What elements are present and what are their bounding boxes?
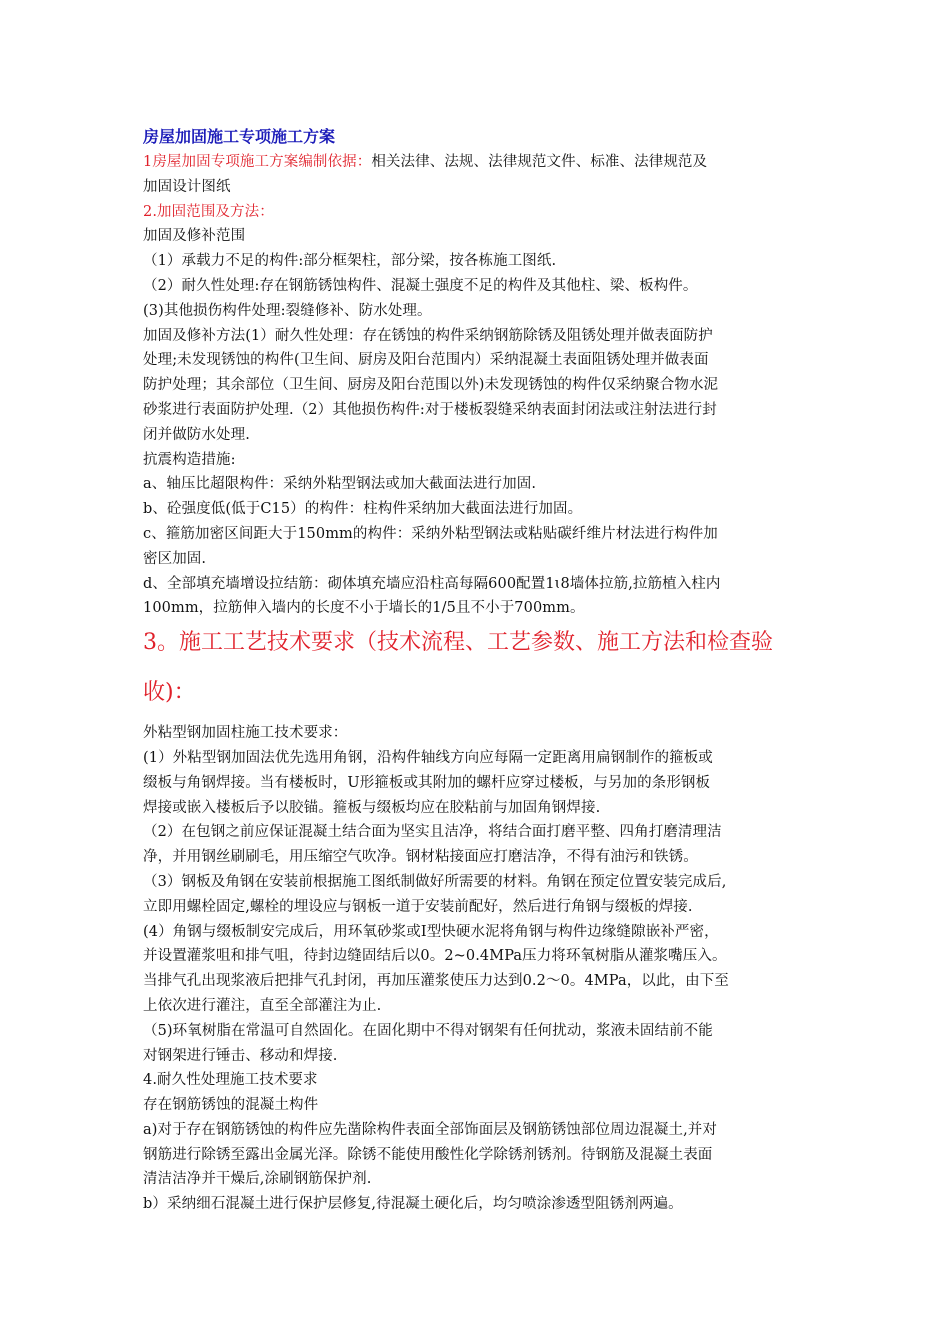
section-1-line-1	[143, 150, 813, 175]
section-1-text: 相关法律、法规、法律规范文件、标准、法律规范及	[371, 154, 708, 170]
paragraph-line: (4）角钢与缀板制安完成后，用环氧砂浆或I型快硬水泥将角钢与构件边缘缝隙嵌补严密，	[143, 923, 719, 940]
paragraph-line: 当排气孔出现浆液后把排气孔封闭，再加压灌浆使压力达到0.2～0。4MPa，以此，由下至	[143, 973, 729, 990]
section-2-heading: 2.加固范围及方法：	[143, 203, 274, 220]
paragraph-line: 立即用螺栓固定,螺栓的埋设应与钢板一道于安装前配好，然后进行角钢与缀板的焊接.	[143, 898, 693, 915]
paragraph-line: 钢筋进行除锈至露出金属光泽。除锈不能使用酸性化学除锈剂锈剂。待钢筋及混凝土表面	[143, 1146, 713, 1163]
paragraph-line: 砂浆进行表面防护处理.（2）其他损伤构件:对于楼板裂缝采纳表面封闭法或注射法进行封	[143, 401, 717, 418]
paragraph-line: 缀板与角钢焊接。当有楼板时，U形箍板或其附加的螺杆应穿过楼板，与另加的条形钢板	[143, 774, 711, 791]
paragraph-line: 闭并做防水处理.	[143, 426, 250, 443]
paragraph-line: 净，并用钢丝刷刷毛，用压缩空气吹净。钢材粘接面应打磨洁净，不得有油污和铁锈。	[143, 849, 698, 866]
paragraph-line: 对钢架进行锤击、移动和焊接.	[143, 1047, 338, 1064]
paragraph-line: a)对于存在钢筋锈蚀的构件应先凿除构件表面全部饰面层及钢筋锈蚀部位周边混凝土,并对	[143, 1121, 718, 1138]
paragraph-line: （1）承载力不足的构件:部分框架柱，部分梁，按各栋施工图纸.	[143, 253, 557, 270]
paragraph-line: 加固及修补方法(1）耐久性处理：存在锈蚀的构件采纳钢筋除锈及阻锈处理并做表面防护	[143, 327, 713, 344]
paragraph-line: 防护处理；其余部位（卫生间、厨房及阳台范围以外)未发现锈蚀的构件仅采纳聚合物水泥	[143, 377, 719, 394]
section-1-line-2: 加固设计图纸	[143, 178, 231, 195]
section-4-heading: 4.耐久性处理施工技术要求	[143, 1072, 318, 1089]
paragraph-line: d、全部填充墙增设拉结筋：砌体填充墙应沿柱高每隔600配置1ɩ8墙体拉筋,拉筋植入柱内	[143, 575, 721, 592]
paragraph-line: 上依次进行灌注，直至全部灌注为止.	[143, 997, 382, 1014]
section-3-heading-line-2: 收)：	[143, 680, 196, 706]
paragraph-line: 存在钢筋锈蚀的混凝土构件	[143, 1097, 319, 1114]
document-title: 房屋加固施工专项施工方案	[143, 127, 336, 146]
paragraph-line: 并设置灌浆咀和排气咀，待封边缝固结后以0。2~0.4MPa压力将环氧树脂从灌浆嘴压入。	[143, 948, 727, 965]
paragraph-line: 加固及修补范围	[143, 228, 246, 245]
section-1-label: 1房屋加固专项施工方案编制依据：	[143, 154, 372, 170]
paragraph-line: 焊接或嵌入楼板后予以胶锚。箍板与缀板均应在胶粘前与加固角钢焊接.	[143, 799, 601, 816]
paragraph-line: 外粘型钢加固柱施工技术要求：	[143, 725, 348, 742]
document-page	[143, 124, 813, 1217]
paragraph-line: (3)其他损伤构件处理:裂缝修补、防水处理。	[143, 302, 432, 319]
paragraph-line: b）采纳细石混凝土进行保护层修复,待混凝土硬化后，均匀喷涂渗透型阻锈剂两遍。	[143, 1196, 683, 1213]
paragraph-line: （3）钢板及角钢在安装前根据施工图纸制做好所需要的材料。角钢在预定位置安装完成后,	[143, 873, 727, 890]
paragraph-line: c、箍筋加密区间距大于150mm的构件：采纳外粘型钢法或粘贴碳纤维片材法进行构件加	[143, 525, 718, 542]
paragraph-line: 清洁洁净并干燥后,涂刷钢筋保护剂.	[143, 1171, 372, 1188]
paragraph-line: （2）在包钢之前应保证混凝土结合面为坚实且洁净，将结合面打磨平整、四角打磨清理洁	[143, 824, 722, 841]
paragraph-line: （2）耐久性处理:存在钢筋锈蚀构件、混凝土强度不足的构件及其他柱、梁、板构件。	[143, 277, 698, 294]
paragraph-line: b、砼强度低(低于C15）的构件：柱构件采纳加大截面法进行加固。	[143, 501, 583, 518]
paragraph-line: 抗震构造措施:	[143, 451, 236, 468]
paragraph-line: 100mm，拉筋伸入墙内的长度不小于墙长的1/5且不小于700mm。	[143, 600, 585, 617]
paragraph-line: 密区加固.	[143, 550, 207, 567]
section-3-heading-line-1: 3。施工工艺技术要求（技术流程、工艺参数、施工方法和检查验	[143, 630, 773, 656]
paragraph-line: a、轴压比超限构件：采纳外粘型钢法或加大截面法进行加固.	[143, 476, 537, 493]
paragraph-line: (1）外粘型钢加固法优先选用角钢，沿构件轴线方向应每隔一定距离用扁钢制作的箍板或	[143, 749, 713, 766]
paragraph-line: 处理;未发现锈蚀的构件(卫生间、厨房及阳台范围内）采纳混凝土表面阻锈处理并做表面	[143, 352, 709, 369]
paragraph-line: （5)环氧树脂在常温可自然固化。在固化期中不得对钢架有任何扰动，浆液未固结前不能	[143, 1022, 713, 1039]
